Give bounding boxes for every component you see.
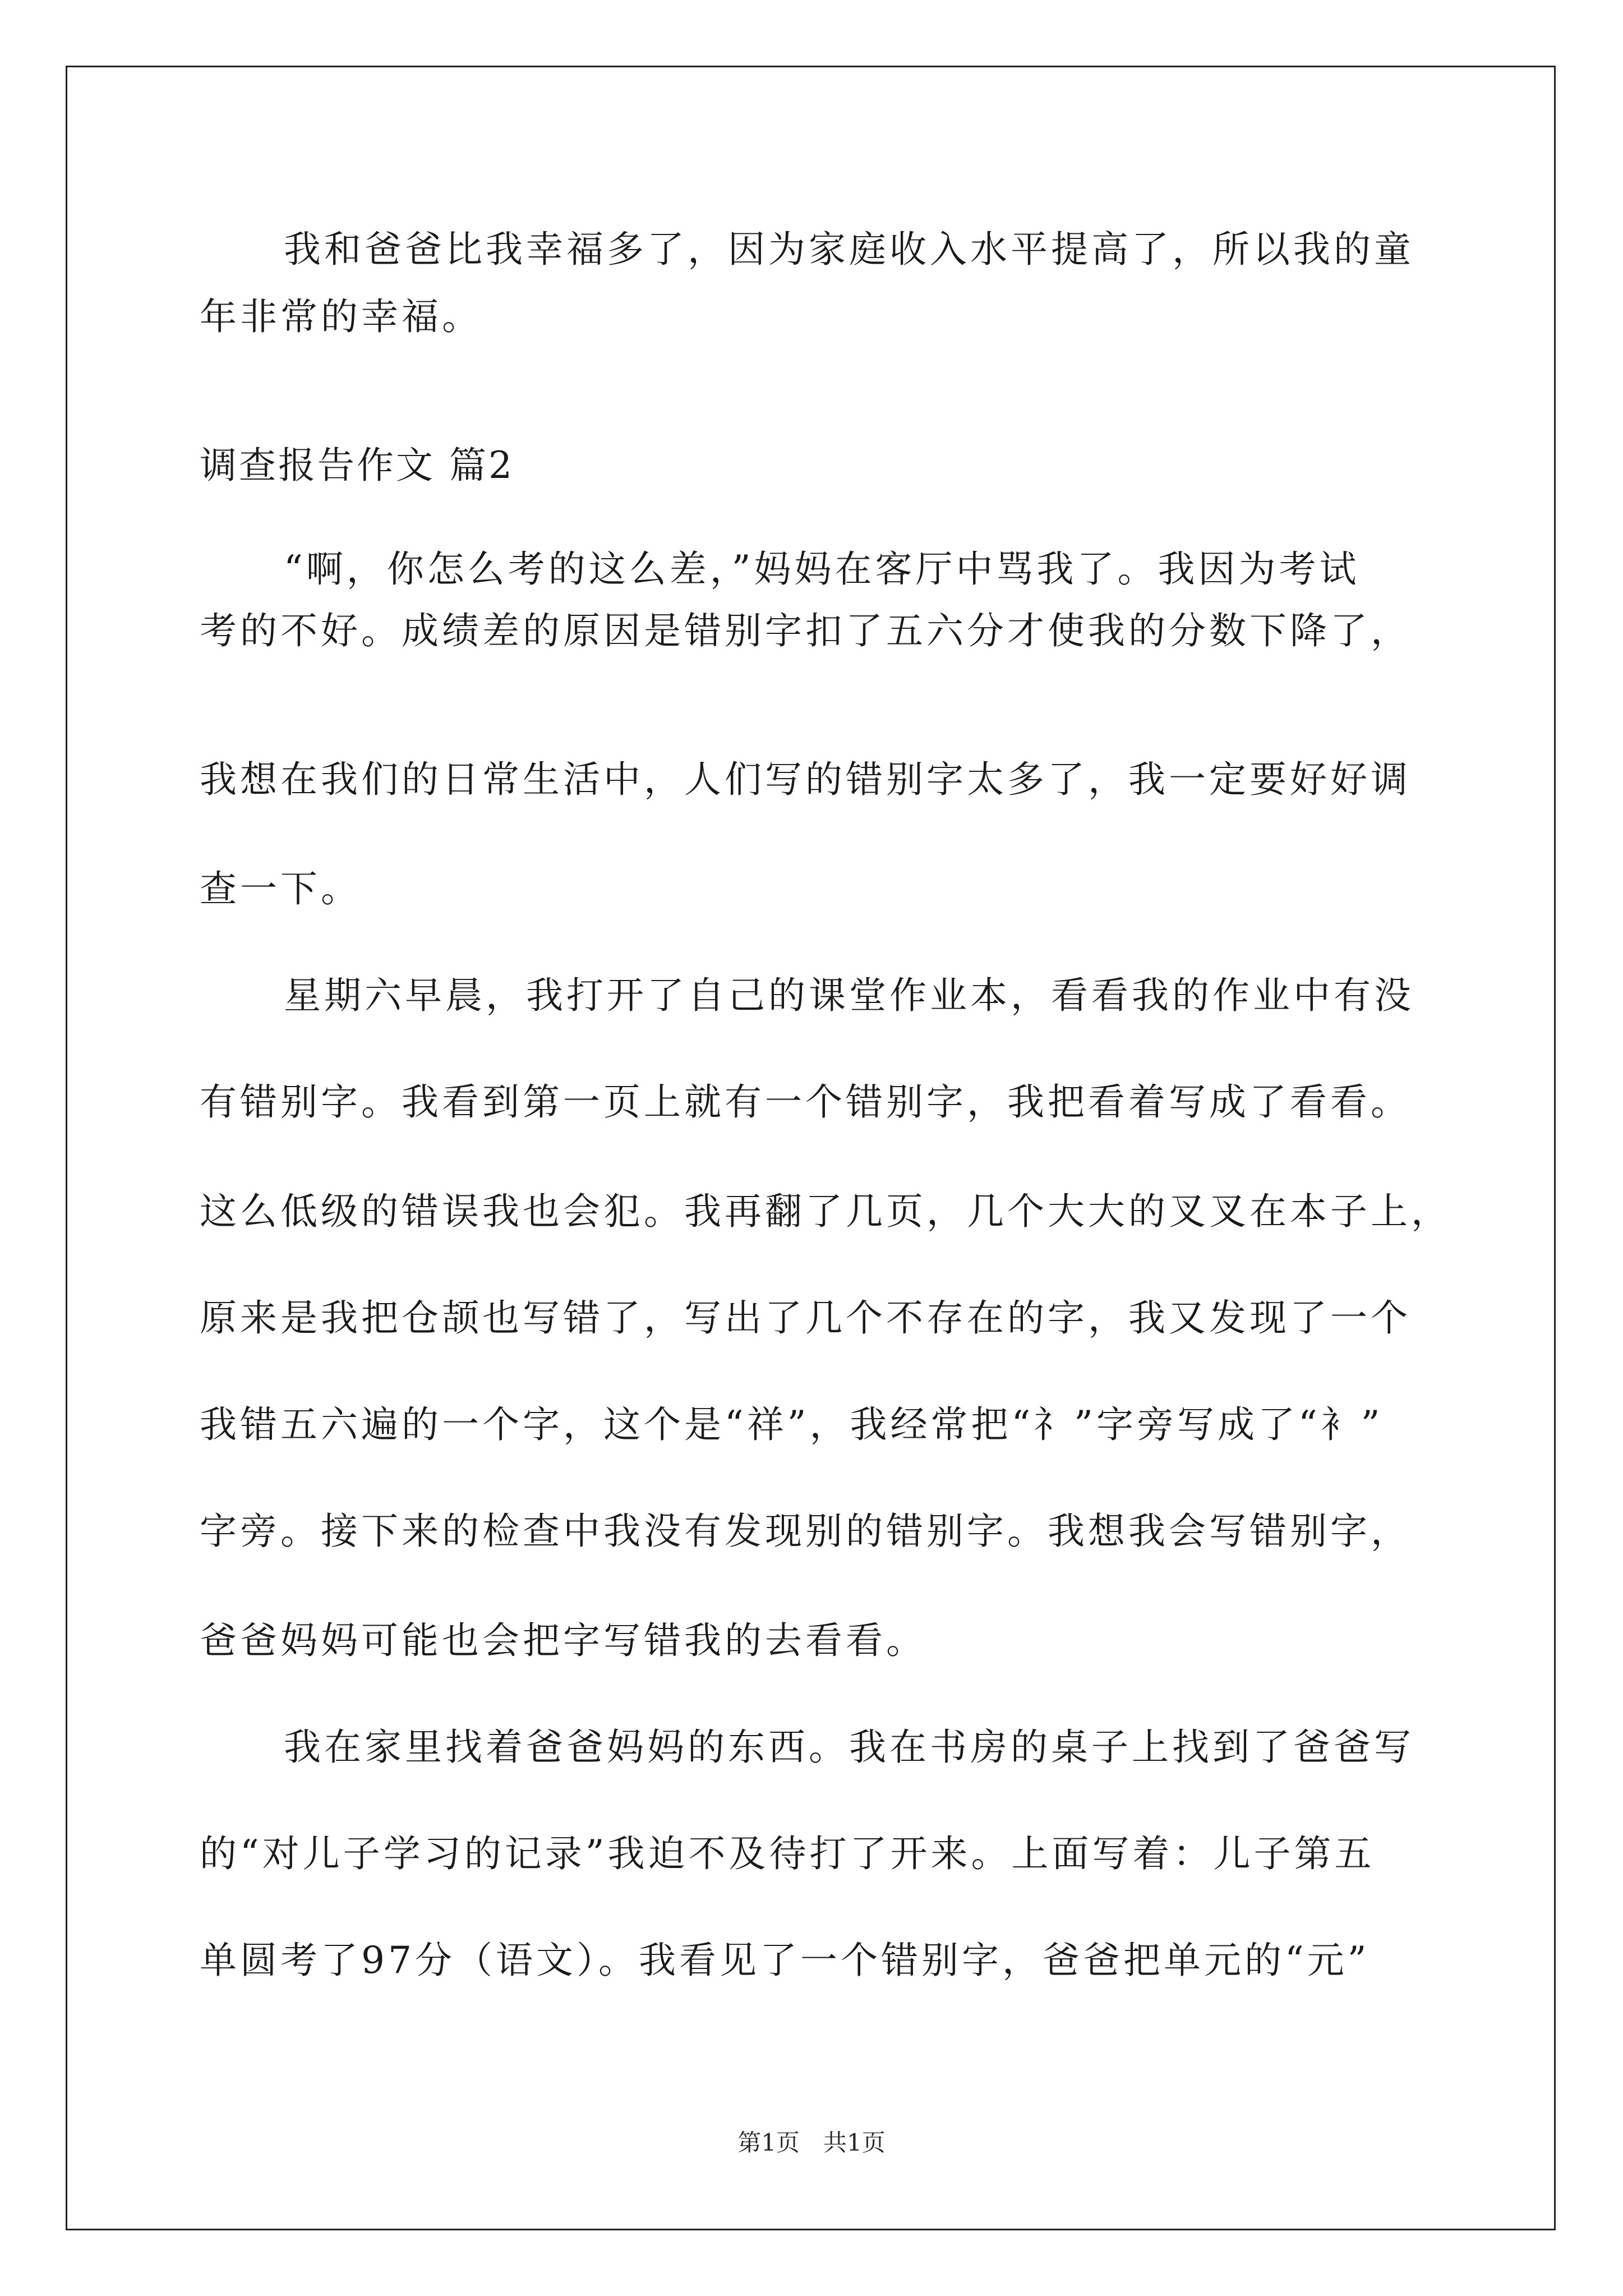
paragraph-line: 单圆考了97分（语文）。我看见了一个错别字，爸爸把单元的“元” <box>200 1939 1370 1982</box>
paragraph-line: 原来是我把仓颉也写错了，写出了几个不存在的字，我又发现了一个 <box>200 1296 1411 1340</box>
paragraph-line: 年非常的幸福。 <box>200 295 482 338</box>
paragraph-line: 的“对儿子学习的记录”我迫不及待打了开来。上面写着：儿子第五 <box>200 1832 1375 1875</box>
paragraph-line: 爸爸妈妈可能也会把字写错我的去看看。 <box>200 1619 926 1662</box>
paragraph-line: 我和爸爸比我幸福多了，因为家庭收入水平提高了，所以我的童 <box>284 228 1414 271</box>
paragraph-line: 考的不好。成绩差的原因是错别字扣了五六分才使我的分数下降了， <box>200 609 1411 652</box>
paragraph-line: 我在家里找着爸爸妈妈的东西。我在书房的桌子上找到了爸爸写 <box>284 1726 1414 1769</box>
paragraph-line: 我想在我们的日常生活中，人们写的错别字太多了，我一定要好好调 <box>200 758 1411 801</box>
paragraph-line: 字旁。接下来的检查中我没有发现别的错别字。我想我会写错别字， <box>200 1510 1411 1553</box>
section-heading: 调查报告作文 篇2 <box>200 444 514 487</box>
paragraph-line: 星期六早晨，我打开了自己的课堂作业本，看看我的作业中有没 <box>284 974 1414 1017</box>
paragraph-line: “啊，你怎么考的这么差，”妈妈在客厅中骂我了。我因为考试 <box>284 547 1360 591</box>
page-number-footer: 第1页 共1页 <box>737 2129 886 2156</box>
paragraph-line: 查一下。 <box>200 867 361 910</box>
paragraph-line: 有错别字。我看到第一页上就有一个错别字，我把看着写成了看看。 <box>200 1080 1411 1124</box>
page-border <box>66 66 1556 2230</box>
paragraph-line: 这么低级的错误我也会犯。我再翻了几页，几个大大的叉叉在本子上， <box>200 1190 1451 1233</box>
paragraph-line: 我错五六遍的一个字，这个是“祥”，我经常把“礻”字旁写成了“衤” <box>200 1403 1384 1446</box>
